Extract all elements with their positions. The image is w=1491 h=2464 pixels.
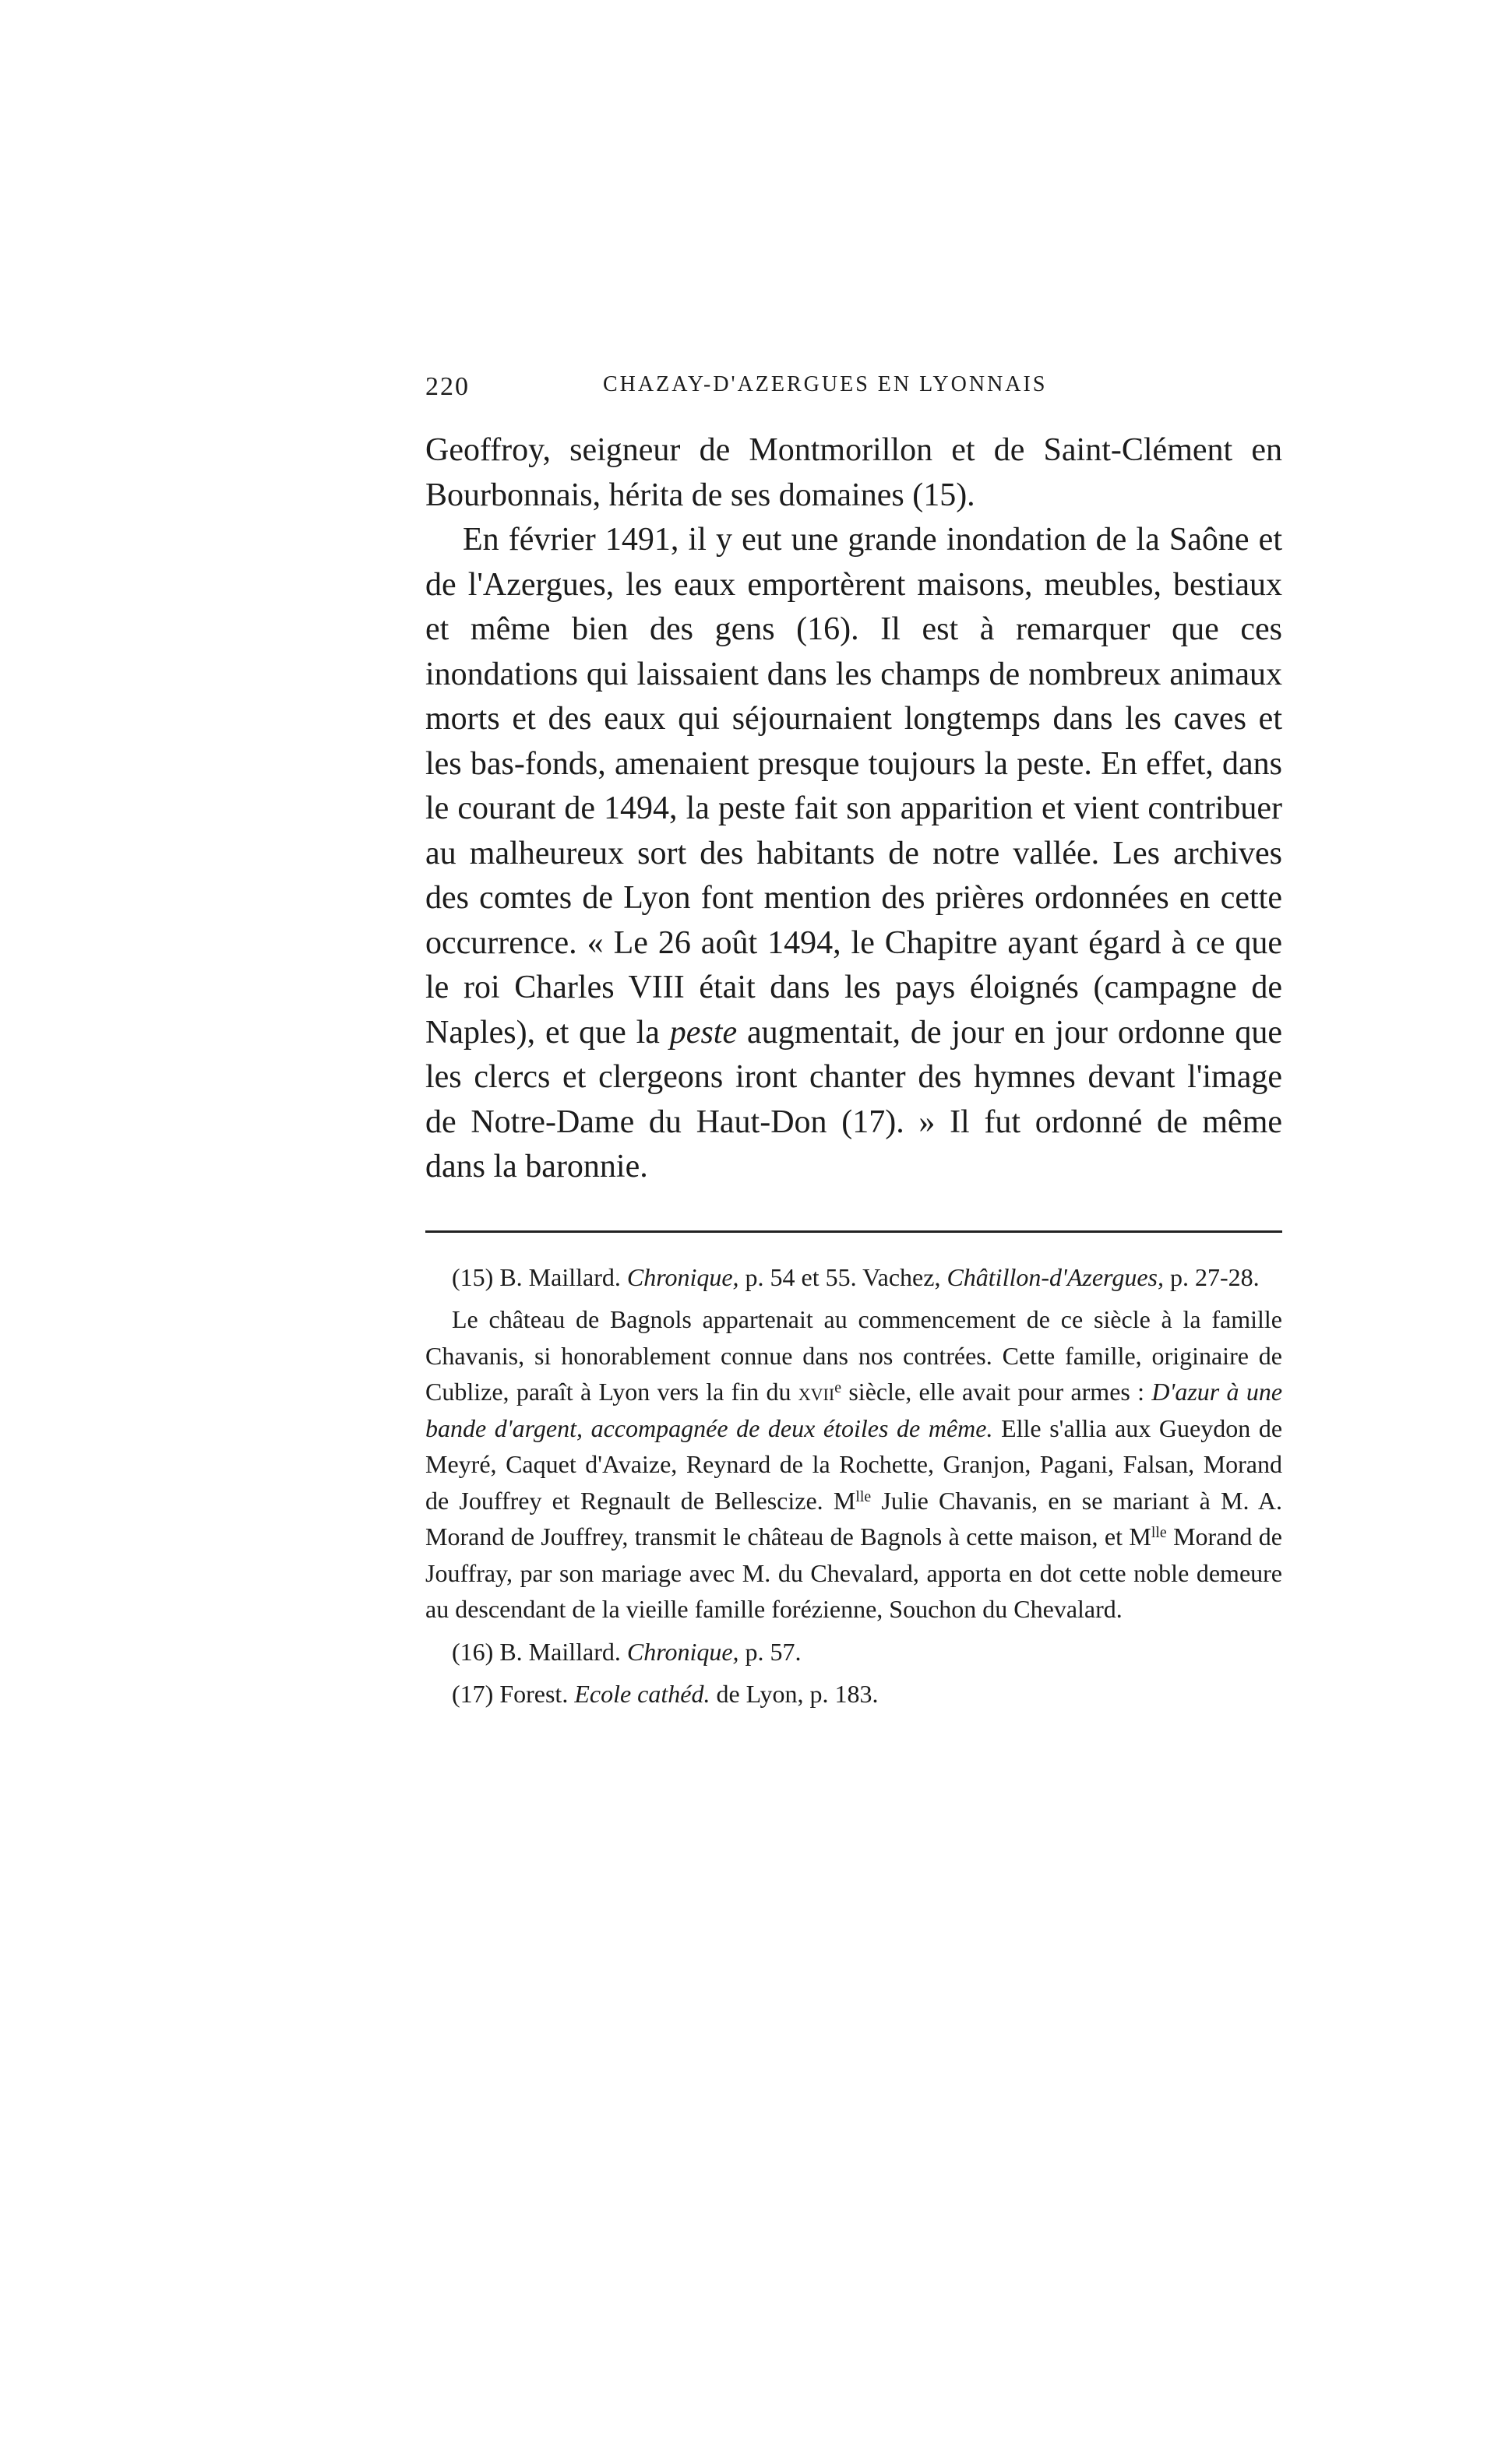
footnote-15b-century: xvii bbox=[798, 1378, 835, 1406]
paragraph-2-part-a: En février 1491, il y eut une grande inondation de la Saône et de l'Azergues, les eaux emportèrent maisons, meubles, bestiaux et même bien des gens (16). Il est à remarquer que ces inondations qui laissaient dans les champs de nombreux animaux morts et des eaux qui séjournaient longtemps dans les caves et les bas-fonds, amenaient presque toujours la peste. En effet, dans le courant de 1494, la peste fait son apparition et vient contribuer au malheureux sort des habitants de notre vallée. Les archives des comtes de Lyon font mention des prières ordonnées en cette occurrence. « Le 26 août 1494, le Chapitre ayant égard à ce que le roi Charles VIII était dans les pays éloignés (campagne de Naples), et que la bbox=[425, 522, 1282, 1051]
footnote-15b-text-e: Morand de Jouffray, par son mariage avec M. du Chevalard, apporta en dot cette noble demeure au descendant de la vieille famille forézienne, Souchon du Chevalard. bbox=[425, 1522, 1283, 1623]
footnote-15b-sup-1: lle bbox=[855, 1487, 872, 1505]
footnote-16-text-b: p. 57. bbox=[745, 1637, 802, 1666]
footnotes bbox=[425, 1259, 1282, 1712]
footnote-17-title: Ecole cathéd. bbox=[574, 1680, 710, 1708]
footnote-15b-century-sup: e bbox=[834, 1379, 842, 1397]
footnote-16-chronique: Chronique, bbox=[626, 1637, 739, 1666]
italic-peste: peste bbox=[669, 1014, 738, 1051]
footnote-16 bbox=[425, 1634, 1282, 1670]
footnote-15 bbox=[425, 1259, 1282, 1296]
running-head bbox=[425, 366, 1282, 413]
footnote-15-continuation bbox=[425, 1301, 1282, 1628]
footnote-15-text-a: (15) B. Maillard. bbox=[452, 1262, 621, 1291]
footnote-15-chronique: Chronique, bbox=[626, 1262, 739, 1291]
footnote-15b-text-a: Le château de Bagnols appartenait au commencement de ce siècle à la famille Chavanis, si honorablement connue dans nos contrées. Cette famille, originaire de Cublize, paraît à Lyon vers la fin du bbox=[425, 1305, 1282, 1406]
paragraph-2 bbox=[425, 518, 1282, 1190]
footnote-15b-text-c: Elle s'allia aux Gueydon de Meyré, Caquet d'Avaize, Reynard de la Rochette, Granjon, Pagani, Falsan, Morand de Jouffrey et Regnault de Bellescize. M bbox=[425, 1413, 1283, 1515]
footnote-15b-sup-2: lle bbox=[1151, 1524, 1167, 1542]
paragraph-1: Geoffroy, seigneur de Montmorillon et de Saint-Clément en Bourbonnais, hérita de ses domaines (15). bbox=[425, 432, 1282, 513]
footnote-17-text-a: (17) Forest. bbox=[452, 1680, 569, 1708]
footnote-divider bbox=[425, 1230, 1282, 1233]
footnote-15b-text-b: siècle, elle avait pour armes : bbox=[848, 1378, 1145, 1406]
footnote-15-text-b: p. 54 et 55. Vachez, bbox=[745, 1262, 941, 1291]
book-page bbox=[425, 366, 1282, 1712]
running-title: CHAZAY-D'AZERGUES EN LYONNAIS bbox=[603, 372, 1048, 396]
footnote-17 bbox=[425, 1676, 1282, 1712]
footnote-17-text-b: de Lyon, p. 183. bbox=[716, 1680, 879, 1708]
footnote-15-text-c: p. 27-28. bbox=[1169, 1262, 1260, 1291]
main-text bbox=[425, 428, 1282, 1190]
footnote-16-text-a: (16) B. Maillard. bbox=[452, 1637, 621, 1666]
footnote-15b-arms: D'azur à une bande d'argent, accompagnée de deux étoiles de même. bbox=[425, 1378, 1283, 1442]
footnote-15-chatillon: Châtillon-d'Azergues, bbox=[946, 1262, 1164, 1291]
footnote-15b-text-d: Julie Chavanis, en se mariant à M. A. Morand de Jouffrey, transmit le château de Bagnols à cette maison, et M bbox=[425, 1486, 1283, 1551]
paragraph-2-part-b: augmentait, de jour en jour ordonne que les clercs et clergeons iront chanter des hymnes devant l'image de Notre-Dame du Haut-Don (17). » Il fut ordonné de même dans la baronnie. bbox=[425, 1014, 1283, 1184]
page-number: 220 bbox=[425, 372, 470, 401]
